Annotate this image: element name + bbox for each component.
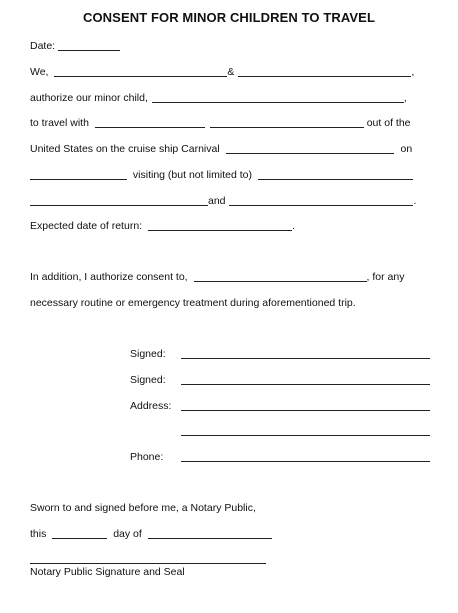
- comma-text-2: ,: [403, 92, 407, 104]
- date-field[interactable]: [58, 39, 120, 51]
- notary-signature-label: Notary Public Signature and Seal: [30, 566, 185, 578]
- phone-label: Phone:: [130, 451, 164, 463]
- phone-field[interactable]: [181, 461, 430, 462]
- companion1-field[interactable]: [95, 116, 205, 128]
- departure-date-field[interactable]: [30, 168, 127, 180]
- notary-signature-field[interactable]: [30, 563, 266, 564]
- authorize-label: authorize our minor child,: [30, 92, 148, 104]
- destinations-row: [30, 194, 428, 208]
- consent-row-1: [30, 270, 428, 284]
- signed-field-1[interactable]: [181, 358, 430, 359]
- notary-day-field[interactable]: [52, 527, 107, 539]
- out-of-label: out of the: [366, 117, 411, 129]
- ship-row: [30, 142, 428, 156]
- destination3-field[interactable]: [229, 194, 413, 206]
- destination2-field[interactable]: [30, 194, 208, 206]
- signed-label-1: Signed:: [130, 348, 166, 360]
- consent-treatment-text: necessary routine or emergency treatment during aforementioned trip.: [30, 297, 356, 309]
- signed-label-2: Signed:: [130, 374, 166, 386]
- address-label: Address:: [130, 400, 172, 412]
- parents-row: [30, 65, 428, 79]
- page-title: CONSENT FOR MINOR CHILDREN TO TRAVEL: [82, 10, 375, 25]
- address-field-2[interactable]: [181, 435, 430, 436]
- notary-this-label: this: [30, 528, 47, 540]
- return-date-field[interactable]: [148, 219, 292, 231]
- child-row: [30, 91, 428, 105]
- travel-with-label: to travel with: [30, 117, 89, 129]
- ship-name-field[interactable]: [226, 142, 394, 154]
- travel-with-row: [30, 116, 428, 130]
- united-states-label: United States on the cruise ship Carnival: [30, 143, 220, 155]
- return-row: [30, 219, 428, 233]
- consent-to-field[interactable]: [194, 270, 367, 282]
- period-text-2: .: [292, 220, 295, 232]
- child-name-field[interactable]: [152, 91, 404, 103]
- notary-day-row: [30, 527, 428, 541]
- address-field-1[interactable]: [181, 410, 430, 411]
- consent-row-2: [30, 296, 428, 310]
- return-label: Expected date of return:: [30, 220, 143, 232]
- parent2-name-field[interactable]: [238, 65, 411, 77]
- notary-signature-row: [30, 565, 428, 579]
- visiting-row: [30, 168, 428, 182]
- signed-field-2[interactable]: [181, 384, 430, 385]
- date-label: Date:: [30, 40, 56, 52]
- notary-month-year-field[interactable]: [148, 527, 272, 539]
- date-row: [30, 39, 428, 53]
- comma-text: ,: [411, 66, 415, 78]
- notary-sworn-row: [30, 501, 428, 515]
- notary-day-of-label: day of: [113, 528, 142, 540]
- and-label: and: [208, 195, 226, 207]
- notary-sworn-text: Sworn to and signed before me, a Notary Public,: [30, 502, 256, 514]
- companion2-field[interactable]: [210, 116, 364, 128]
- consent-label: In addition, I authorize consent to,: [30, 271, 188, 283]
- visiting-label: visiting (but not limited to): [132, 169, 252, 181]
- ampersand-text: &: [227, 66, 235, 78]
- consent-for-any-text: , for any: [366, 271, 405, 283]
- destination1-field[interactable]: [258, 168, 413, 180]
- parent1-name-field[interactable]: [54, 65, 227, 77]
- on-label: on: [400, 143, 413, 155]
- period-text: .: [413, 195, 417, 207]
- we-label: We,: [30, 66, 49, 78]
